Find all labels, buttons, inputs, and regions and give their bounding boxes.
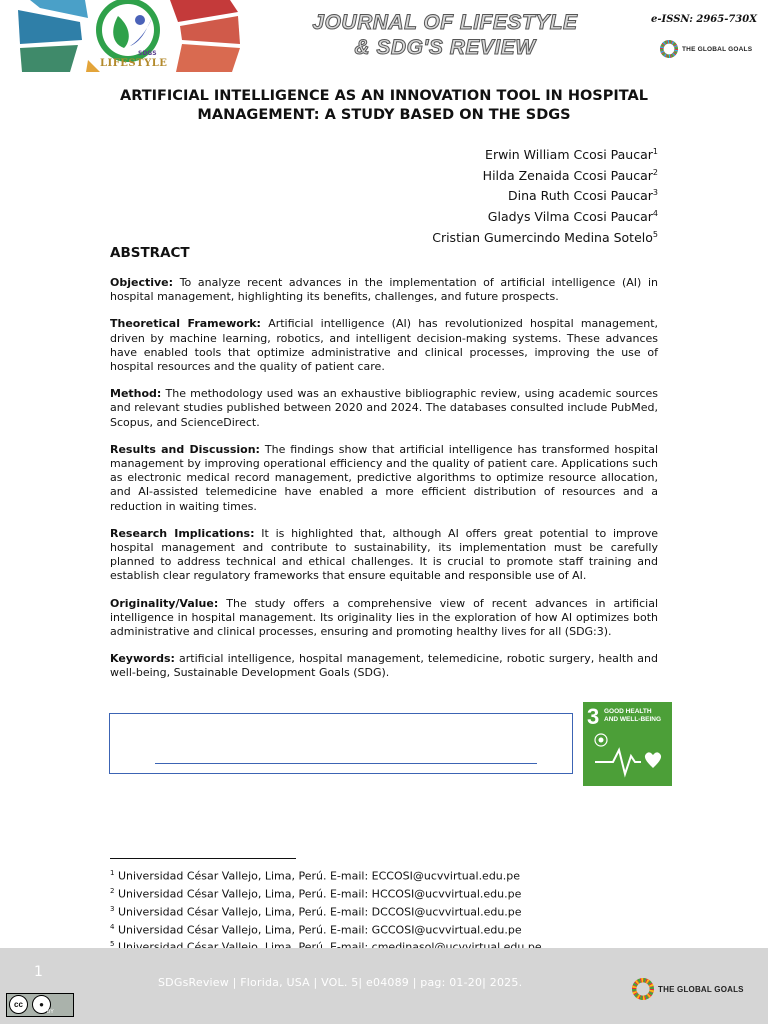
author-name-text: Cristian Gumercindo Medina Sotelo (432, 229, 653, 245)
author-affiliation-mark: 4 (652, 208, 658, 218)
abstract-section-label: Research Implications: (110, 526, 255, 540)
attribution-icon: ● (32, 995, 51, 1014)
paper-title-line1: ARTIFICIAL INTELLIGENCE AS AN INNOVATION TOOL IN HOSPITAL (119, 88, 649, 104)
paper-title (110, 87, 658, 125)
footnote-text: Universidad César Vallejo, Lima, Perú. E-mail: ECCOSI@ucvvirtual.edu.pe (117, 869, 521, 883)
abstract-section-text: The methodology used was an exhaustive bibliographic review, using academic sources and relevant studies published between 2020 and 2024. The databases consulted include PubMed, Scopus, and ScienceDirect. (110, 387, 658, 429)
abstract-section-label: Keywords: (110, 652, 175, 666)
abstract-section-label: Method: (110, 387, 162, 401)
logo-sdgs-label: SDGS (138, 50, 157, 57)
paper-title-line2: MANAGEMENT: A STUDY BASED ON THE SDGS (197, 107, 571, 123)
footnote (110, 920, 542, 938)
cc-by-mark: BY (47, 1009, 54, 1015)
logo-lifestyle-label: LIFESTYLE (100, 58, 168, 69)
issn-label: e-ISSN: 2965-730X (651, 14, 757, 25)
abstract-section-label: Results and Discussion: (110, 442, 260, 456)
abstract-heading: ABSTRACT (110, 245, 190, 261)
author-list (432, 143, 658, 246)
footnote-text: Universidad César Vallejo, Lima, Perú. E-mail: HCCOSI@ucvvirtual.edu.pe (117, 887, 522, 901)
abstract-section-text: The study offers a comprehensive view of recent advances in artificial intelligence in hospital management. Its originality lies in the exploration of how AI optimizes both administrative and clinical processes, ensuring and promoting healthy lives for all (SDG:3). (110, 596, 659, 639)
footnote-mark: 1 (110, 869, 115, 877)
abstract-section (110, 597, 658, 640)
footer-citation: SDGsReview | Florida, USA | VOL. 5| e04089 | pag: 01-20| 2025. (158, 976, 523, 989)
page-number: 1 (34, 964, 43, 980)
author-affiliation-mark: 2 (652, 167, 658, 177)
abstract-section-text: The findings show that artificial intelligence has transformed hospital management by improving operational efficiency and the quality of patient care. Applications such as electronic medical record management, predictive algorithms to optimize resource allocation, and AI-assisted telemedicine have enabled a more efficient distribution of resources and a reduction in waiting times. (110, 442, 659, 513)
abstract-body (110, 276, 658, 694)
global-goals-label: THE GLOBAL GOALS (682, 45, 753, 53)
footnote (110, 884, 542, 902)
author-name (432, 164, 658, 185)
footnote (110, 902, 542, 920)
sdg3-number: 3 (587, 704, 600, 729)
cc-by-icon[interactable] (6, 993, 74, 1017)
author-affiliation-mark: 5 (652, 229, 658, 239)
author-name-text: Gladys Vilma Ccosi Paucar (487, 209, 653, 225)
global-goals-wheel-icon (660, 40, 678, 58)
sdg3-tile (583, 702, 672, 786)
abstract-section-text: It is highlighted that, although AI offers great potential to improve hospital management and contribute to sustainability, its implementation must be carefully planned to address technical and ethical challenges. It is crucial to promote staff training and establish clear regulatory frameworks that ensure equitable and responsible use of AI. (110, 526, 658, 583)
footnote-mark: 3 (110, 904, 115, 913)
footnote-mark: 5 (110, 940, 115, 949)
author-affiliation-mark: 3 (652, 188, 658, 198)
footnote-mark: 2 (110, 886, 115, 895)
abstract-section-label: Theoretical Framework: (110, 317, 261, 331)
footnote-text: Universidad César Vallejo, Lima, Perú. E-mail: DCCOSI@ucvvirtual.edu.pe (117, 905, 522, 919)
footnote (110, 866, 542, 884)
abstract-section (110, 652, 658, 680)
sdg3-label-line1: GOOD HEALTH (604, 708, 652, 715)
footnote-text: Universidad César Vallejo, Lima, Perú. E-mail: GCCOSI@ucvvirtual.edu.pe (117, 923, 522, 937)
author-name-text: Erwin William Ccosi Paucar (485, 147, 653, 163)
footnote-mark: 4 (110, 922, 115, 931)
sdg3-label-line2: AND WELL-BEING (604, 716, 662, 723)
abstract-section (110, 276, 658, 304)
author-name-text: Hilda Zenaida Ccosi Paucar (482, 167, 653, 183)
author-name (432, 184, 658, 205)
cc-icon: cc (9, 995, 28, 1014)
abstract-section-text: artificial intelligence, hospital management, telemedicine, robotic surgery, health and well-being, Sustainable Development Goals (SDG). (110, 652, 658, 680)
sdg3-label (604, 708, 670, 724)
abstract-section (110, 443, 658, 514)
journal-title (255, 10, 635, 60)
footnote-list (110, 866, 542, 955)
abstract-section (110, 317, 658, 374)
citation-link-underline[interactable] (155, 763, 537, 764)
author-name (432, 226, 658, 247)
journal-title-line1: JOURNAL OF LIFESTYLE (312, 11, 578, 34)
abstract-section-label: Objective: (110, 276, 174, 289)
global-goals-logo-bottom (632, 977, 744, 1001)
author-affiliation-mark: 1 (652, 147, 658, 156)
footnote-rule (110, 858, 296, 859)
author-name (432, 143, 658, 164)
global-goals-logo-top (660, 38, 752, 60)
abstract-section-text: To analyze recent advances in the implementation of artificial intelligence (AI) in hospital management, highlighting its benefits, challenges, and future prospects. (110, 276, 658, 304)
author-name (432, 205, 658, 226)
abstract-section (110, 527, 658, 584)
abstract-section-text: Artificial intelligence (AI) has revolutionized hospital management, driven by machine learning, robotics, and intelligent decision-making systems. These advances have enabled tools that optimize administrative and clinical processes, improving the use of hospital resources and the quality of patient care. (110, 317, 659, 374)
abstract-section-label: Originality/Value: (110, 596, 219, 610)
global-goals-label: THE GLOBAL GOALS (658, 984, 744, 994)
citation-box (109, 713, 573, 774)
abstract-section (110, 387, 658, 430)
author-name-text: Dina Ruth Ccosi Paucar (507, 188, 653, 204)
journal-title-line2: & SDG'S REVIEW (354, 36, 536, 59)
heartbeat-icon (591, 732, 669, 780)
global-goals-wheel-icon (632, 978, 654, 1000)
